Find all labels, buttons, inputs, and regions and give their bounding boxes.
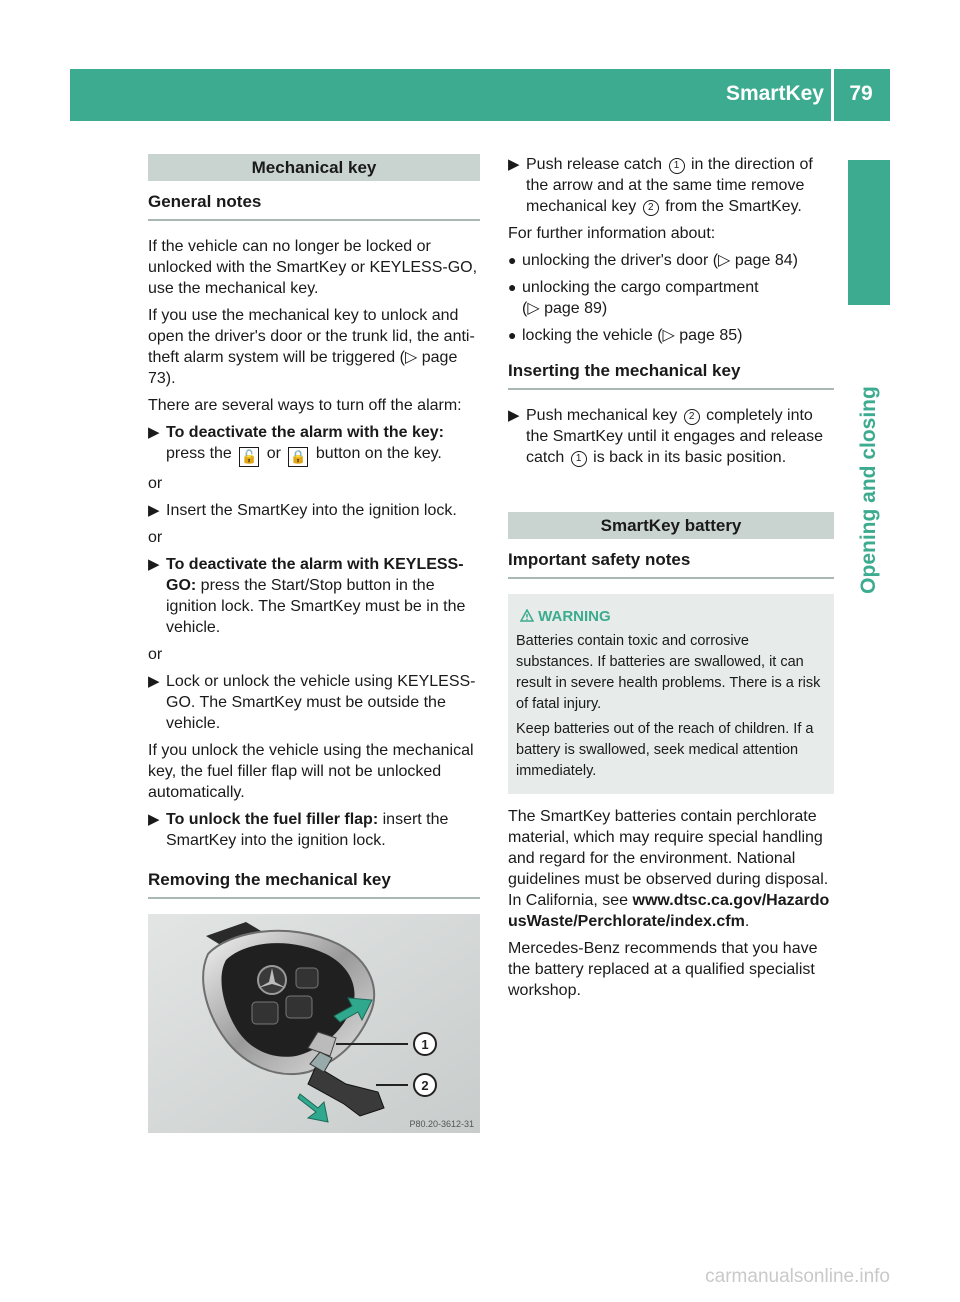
section-band-mechanical-key: Mechanical key — [148, 154, 480, 181]
list-item: ● unlocking the cargo compartment (▷ page 89) — [508, 279, 759, 317]
step-text: in the direction of the arrow and at the same time remove mechanical key — [526, 156, 813, 215]
list-item — [508, 250, 834, 271]
paragraph: For further information about: — [508, 225, 716, 242]
step-text: Push mechanical key — [526, 407, 678, 424]
heading-general-notes: General notes — [148, 191, 480, 221]
step-text: insert the SmartKey into the ignition lock. — [166, 811, 449, 849]
step — [148, 422, 480, 467]
page-number: 79 — [849, 82, 873, 105]
url-link[interactable]: www.dtsc.ca.gov/HazardousWaste/Perchlorate/index.cfm — [508, 892, 830, 930]
left-column — [148, 154, 480, 1133]
heading-important-safety-notes: Important safety notes — [508, 549, 834, 579]
warning-text: Batteries contain toxic and corrosive substances. If batteries are swallowed, it can result in severe health problems. There is a risk of fatal injury. — [516, 633, 821, 712]
ref-arrow-icon: ▷ — [662, 327, 675, 344]
paragraph: If you unlock the vehicle using the mechanical key, the fuel filler flap will not be unlocked automatically. — [148, 742, 474, 801]
warning-label: WARNING — [538, 608, 611, 625]
step-text: completely into the SmartKey until it engages and release catch — [526, 407, 824, 466]
number-1-icon: 1 — [571, 451, 587, 467]
header-title: SmartKey — [725, 82, 824, 105]
warning-triangle-icon — [520, 609, 534, 622]
step-text: is back in its basic position. — [593, 449, 787, 466]
bullet-icon: ● — [508, 279, 517, 295]
ref-arrow-icon: ▷ — [404, 349, 418, 366]
heading-inserting-mechanical-key: Inserting the mechanical key — [508, 360, 834, 390]
step — [148, 554, 480, 638]
paragraph: Mercedes-Benz recommends that you have the battery replaced at a qualified specialist workshop. — [508, 940, 818, 999]
step — [148, 671, 480, 734]
list-item-text: locking the vehicle ( — [522, 327, 663, 344]
number-2-icon: 2 — [643, 200, 659, 216]
step-text: Lock or unlock the vehicle using KEYLESS-GO. The SmartKey must be outside the vehicle. — [166, 673, 476, 732]
list-item — [508, 325, 834, 346]
paragraph-text: The SmartKey batteries contain perchlorate material, which may require special handling and regard for the environment. National guidelines must be observed during disposal. In California, see — [508, 808, 829, 909]
side-tab — [848, 160, 890, 305]
or-separator: or — [148, 646, 163, 663]
watermark: carmanualsonline.info — [705, 1266, 890, 1287]
step-arrow-icon: ▶ — [148, 811, 160, 828]
step-title: To deactivate the alarm with KEYLESS-GO: — [166, 556, 464, 594]
step-title: To deactivate the alarm with the key: — [166, 424, 445, 441]
warning-text: Keep batteries out of the reach of children. If a battery is swallowed, seek medical attention immediately. — [516, 721, 814, 779]
step — [508, 154, 834, 217]
step-text: or — [266, 445, 281, 462]
step-arrow-icon: ▶ — [148, 556, 160, 573]
step-text: button on the key. — [315, 445, 442, 462]
step-arrow-icon: ▶ — [508, 156, 520, 173]
or-separator: or — [148, 529, 163, 546]
paragraph-text: If you use the mechanical key to unlock and open the driver's door or the trunk lid, the anti-theft alarm system will be triggered — [148, 307, 475, 366]
ref-arrow-icon: ▷ — [527, 300, 540, 317]
right-column — [508, 154, 834, 1007]
number-2-icon: 2 — [684, 409, 700, 425]
page-reference[interactable]: page 73). — [148, 349, 458, 387]
step-text: press the Start/Stop button in the ignition lock. The SmartKey must be in the vehicle. — [166, 577, 466, 636]
list-item-text: unlocking the cargo compartment — [522, 279, 759, 296]
or-separator: or — [148, 475, 163, 492]
step-arrow-icon: ▶ — [508, 407, 520, 424]
callout-1: 1 — [421, 1037, 429, 1052]
section-side-label: Opening and closing — [857, 386, 880, 594]
lock-icon: 🔒 — [288, 447, 308, 467]
step-text: from the SmartKey. — [665, 198, 802, 215]
step-arrow-icon: ▶ — [148, 673, 160, 690]
page-reference[interactable]: page 85) — [679, 327, 743, 344]
step-text: Push release catch — [526, 156, 663, 173]
unlock-icon: 🔓 — [239, 447, 259, 467]
callout-2: 2 — [421, 1078, 429, 1093]
paragraph — [508, 806, 834, 932]
step-arrow-icon: ▶ — [148, 424, 160, 441]
paragraph: There are several ways to turn off the alarm: — [148, 397, 462, 414]
step-text: press the — [166, 445, 232, 462]
figure-code: P80.20-3612-31 — [409, 1119, 474, 1129]
step-arrow-icon: ▶ — [148, 502, 160, 519]
paragraph: If you use the mechanical key to unlock and open the driver's door or the trunk lid, the anti-theft alarm system will be triggered (▷ page 73). — [148, 307, 475, 387]
warning-title — [516, 606, 826, 627]
step-text: Insert the SmartKey into the ignition lock. — [166, 502, 457, 519]
page-reference[interactable]: page 84) — [734, 252, 798, 269]
bullet-icon: ● — [508, 252, 517, 268]
header-separator — [831, 69, 834, 121]
step — [508, 405, 834, 468]
number-1-icon: 1 — [669, 158, 685, 174]
step-title: To unlock the fuel filler flap: — [166, 811, 379, 828]
step — [148, 809, 480, 851]
ref-arrow-icon: ▷ — [718, 252, 731, 269]
section-band-smartkey-battery: SmartKey battery — [508, 512, 834, 539]
bullet-icon: ● — [508, 327, 517, 343]
step — [148, 500, 480, 521]
paragraph: If the vehicle can no longer be locked or unlocked with the SmartKey or KEYLESS-GO, use the mechanical key. — [148, 238, 478, 297]
page-reference[interactable]: page 89) — [544, 300, 608, 317]
smartkey-illustration — [148, 914, 480, 1133]
heading-removing-mechanical-key: Removing the mechanical key — [148, 869, 480, 899]
list-item-text: unlocking the driver's door ( — [522, 252, 719, 269]
paragraph-text: . — [744, 913, 750, 930]
smartkey-figure — [148, 914, 480, 1133]
warning-box — [508, 594, 834, 794]
